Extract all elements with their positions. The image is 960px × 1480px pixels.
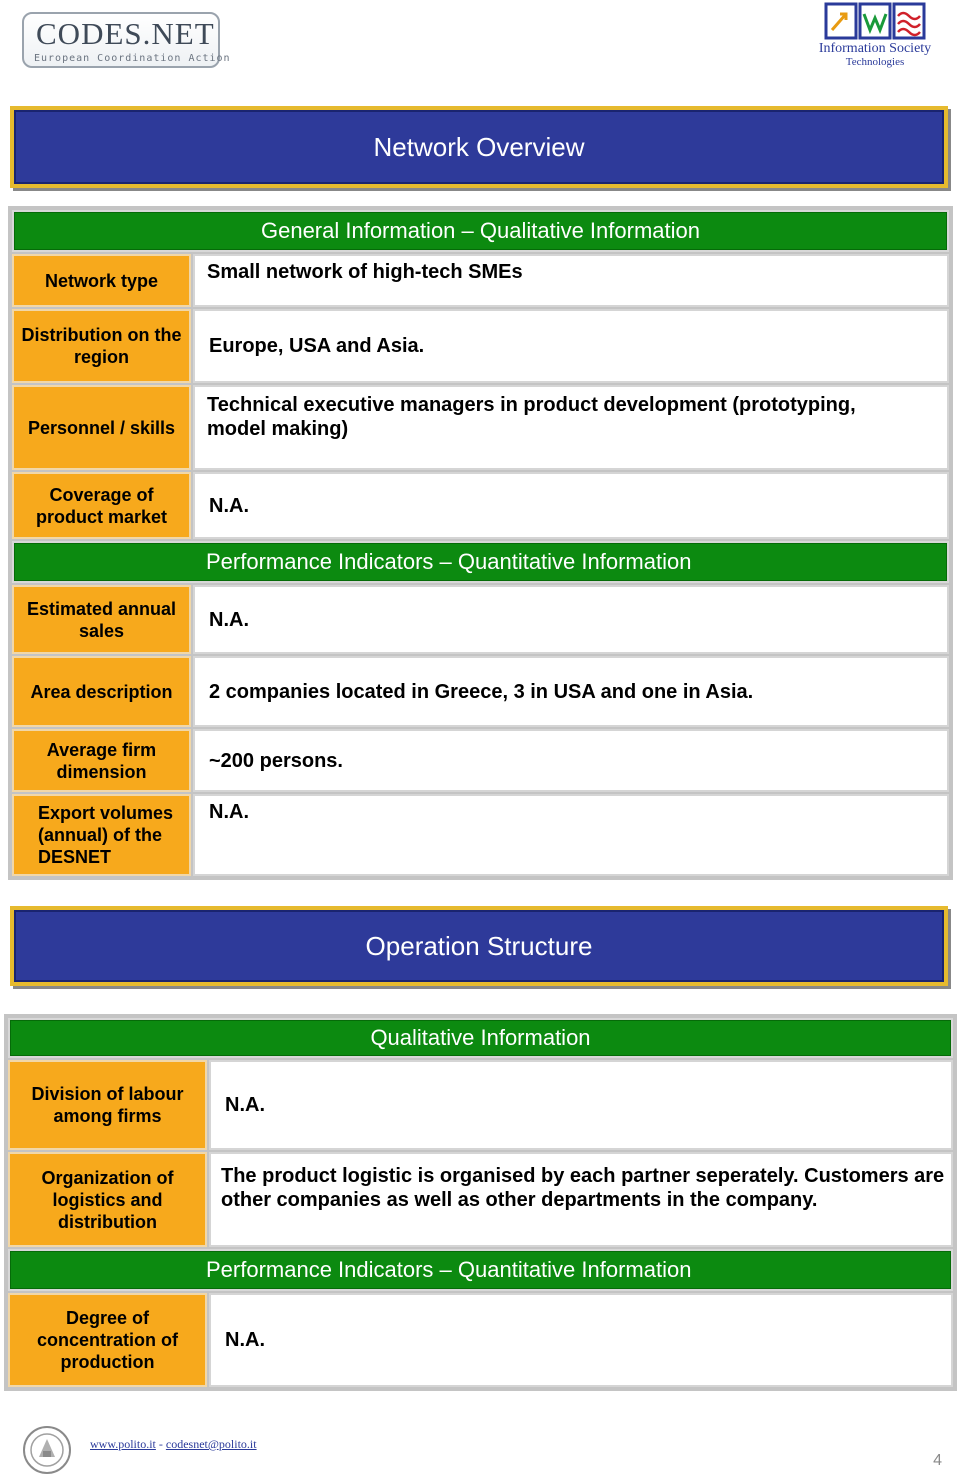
row-label: Distribution on the region [12,309,191,383]
row-label: Area description [12,656,191,727]
codes-net-logo [22,12,231,68]
qualitative-info-header [8,1018,953,1058]
row-value: 2 companies located in Greece, 3 in USA and one in Asia. [193,656,949,727]
ist-logo-subtitle: Technologies [845,56,905,68]
logo-brand-text: CODES.NET [36,16,215,51]
row-label: Export volumes (annual) of the DESNET [12,794,191,876]
email-link[interactable]: codesnet@polito.it [165,1437,257,1451]
ist-logo [806,2,944,72]
website-link[interactable]: www.polito.it [90,1437,156,1451]
logo-subtitle: European Coordination Action [34,53,231,64]
network-overview-title: Network Overview [373,131,585,162]
footer-separator: - [155,1437,166,1451]
row-value: ~200 persons. [193,729,949,792]
footer-links [90,1437,257,1452]
operation-performance-header [8,1249,953,1291]
operation-performance-header-text: Performance Indicators – Quantitative Information [206,1257,692,1282]
row-value: N.A. [193,585,949,654]
general-info-header [12,210,949,252]
row-value: Europe, USA and Asia. [193,309,949,383]
performance-indicators-header [12,541,949,583]
row-label: Degree of concentration of production [8,1293,207,1387]
row-label: Coverage of product market [12,472,191,539]
general-info-header-text: General Information – Qualitative Information [260,218,700,243]
row-label: Network type [12,254,191,307]
network-overview-banner [10,106,948,188]
row-value: N.A. [209,1060,953,1150]
row-label: Organization of logistics and distribution [8,1152,207,1247]
operation-structure-banner [10,906,948,986]
page-number: 4 [933,1452,942,1469]
row-value: N.A. [209,1293,953,1387]
row-label: Estimated annual sales [12,585,191,654]
ist-logo-icon [806,2,944,42]
row-label: Personnel / skills [12,385,191,470]
row-label: Division of labour among firms [8,1060,207,1150]
qualitative-info-header-text: Qualitative Information [370,1025,591,1050]
row-value: The product logistic is organised by each partner seperately. Customers are other companies as well as other departments in the company. [209,1152,953,1247]
row-value: N.A. [193,472,949,539]
operation-structure-title: Operation Structure [365,930,593,961]
row-value: Technical executive managers in product development (prototyping, model making) [193,385,949,470]
row-value: Small network of high-tech SMEs [193,254,949,307]
ist-logo-name: Information Society [818,41,932,56]
university-seal-icon [22,1425,72,1475]
row-value: N.A. [193,794,949,876]
row-label: Average firm dimension [12,729,191,792]
performance-indicators-header-text: Performance Indicators – Quantitative Information [206,549,692,574]
